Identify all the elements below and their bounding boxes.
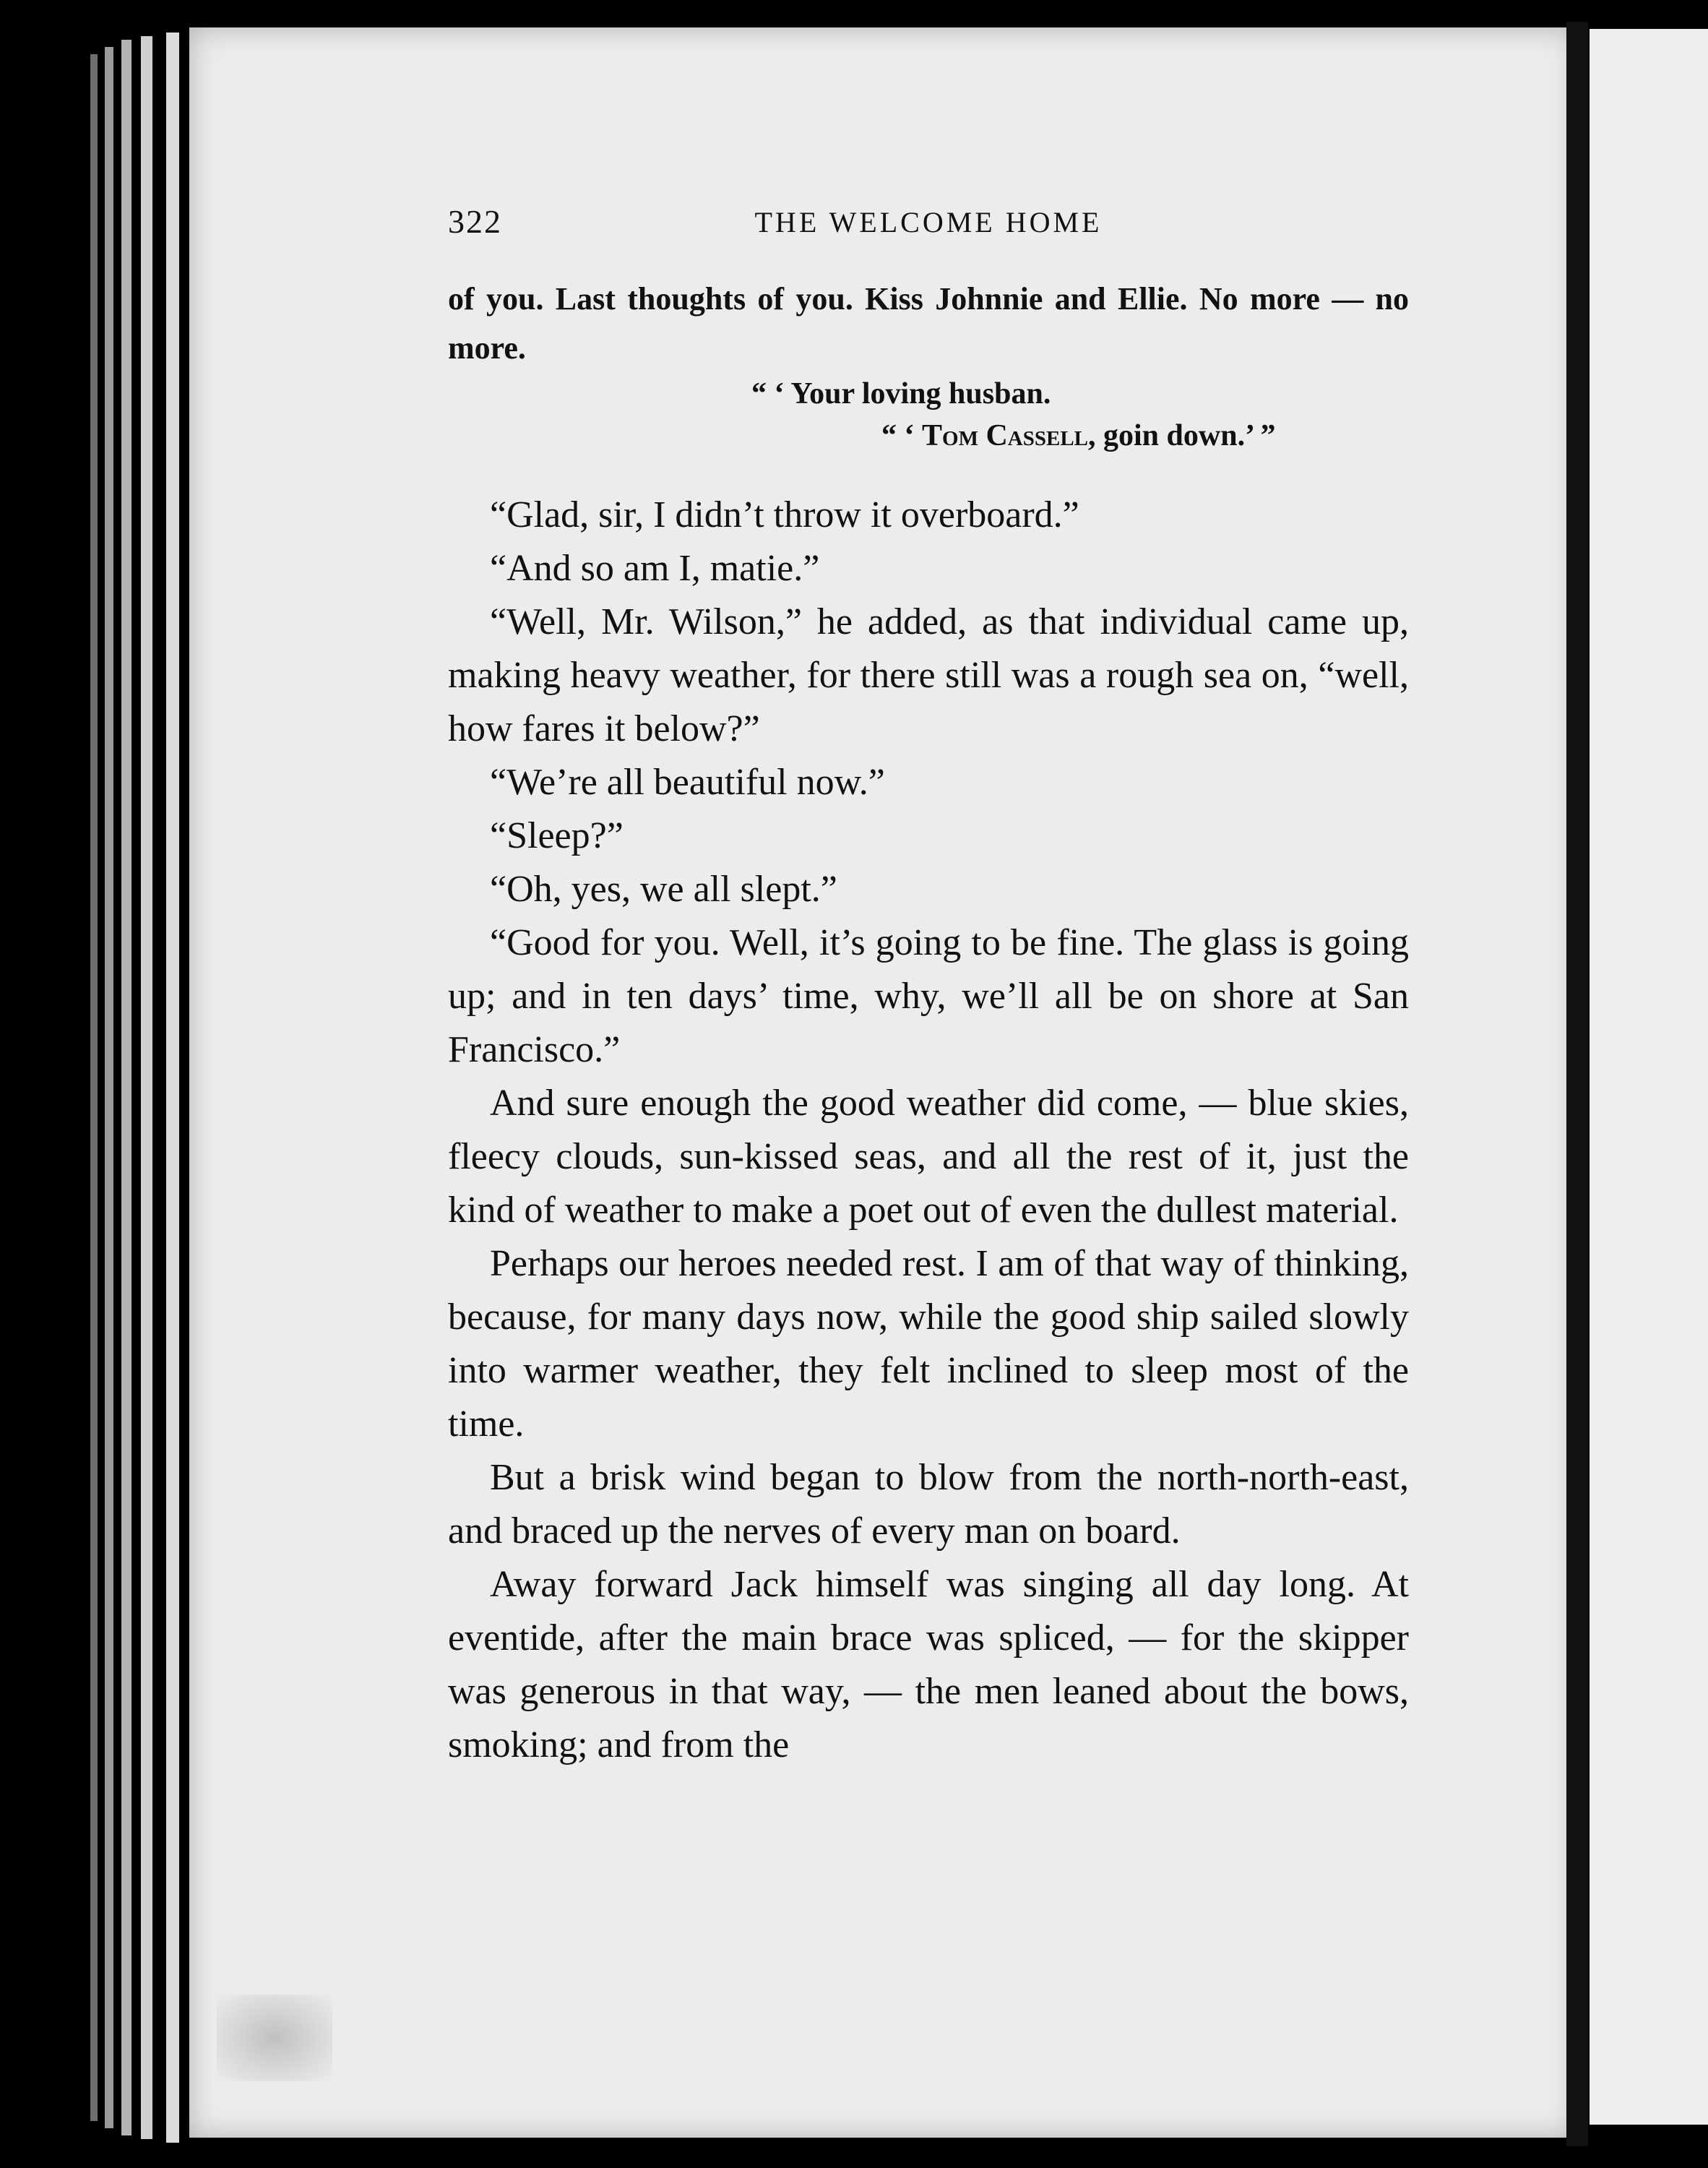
page-edge xyxy=(141,36,152,2139)
page-edge xyxy=(90,54,98,2121)
paragraph: “Good for you. Well, it’s going to be fine. The glass is going up; and in ten days’ time, why, we’ll all be on shore at San Francisco.” xyxy=(448,922,1409,1070)
paragraph: “We’re all beautiful now.” xyxy=(490,762,885,803)
paragraph: But a brisk wind began to blow from the north-north-east, and braced up the nerves of every man on board. xyxy=(448,1457,1409,1552)
signature-suffix: , goin down.’ ” xyxy=(1088,419,1276,452)
page-edge xyxy=(166,33,179,2143)
running-title: THE WELCOME HOME xyxy=(754,206,1103,238)
book-gutter xyxy=(1566,22,1588,2146)
letter-excerpt: of you. Last thoughts of you. Kiss Johnnie and Ellie. No more — no more. xyxy=(448,281,1409,366)
paragraph: “Well, Mr. Wilson,” he added, as that individual came up, making heavy weather, for there still was a rough sea on, “well, how fares it below?” xyxy=(448,601,1409,749)
page-text xyxy=(448,202,1409,1772)
page-edge xyxy=(105,47,113,2128)
paragraph: And sure enough the good weather did come, — blue skies, fleecy clouds, sun-kissed seas, and all the rest of it, just the kind of weather to make a poet out of even the dullest material. xyxy=(448,1083,1409,1231)
paragraph: “Sleep?” xyxy=(490,815,624,856)
paragraph: Away forward Jack himself was singing all day long. At eventide, after the main brace was spliced, — for the skipper was generous in that way, — the men leaned about the bows, smoking; and from the xyxy=(448,1564,1409,1765)
paragraph: “Glad, sir, I didn’t throw it overboard.” xyxy=(490,494,1079,535)
letter-signature xyxy=(448,415,1409,457)
page-number: 322 xyxy=(448,203,502,240)
print-smudge xyxy=(217,1995,332,2081)
letter-signoff: “ ‘ Your loving husban. xyxy=(751,377,1051,410)
paragraph: “Oh, yes, we all slept.” xyxy=(490,869,837,910)
paragraph: Perhaps our heroes needed rest. I am of that way of thinking, because, for many days now, while the good ship sailed slowly into warmer weather, they felt inclined to sleep most of the time. xyxy=(448,1243,1409,1445)
paragraph: “And so am I, matie.” xyxy=(490,548,820,589)
signature-name: Tom Cassell xyxy=(922,419,1089,452)
facing-page-edge xyxy=(1590,29,1708,2125)
signature-prefix: “ ‘ xyxy=(881,419,922,452)
running-head xyxy=(448,202,1409,253)
page-edge xyxy=(121,40,131,2135)
